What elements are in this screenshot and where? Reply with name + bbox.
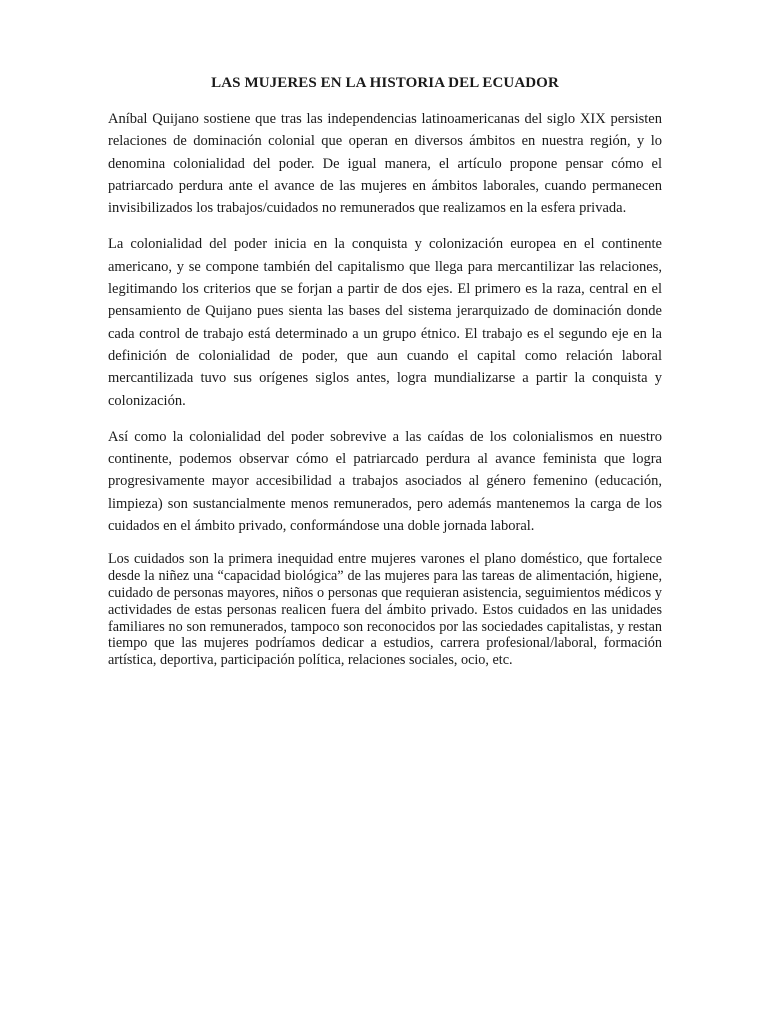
paragraph-1: Aníbal Quijano sostiene que tras las independencias latinoamericanas del siglo XIX persisten relaciones de dominación colonial que operan en diversos ámbitos en nuestra región, y lo denomina colonialidad del poder. De igual manera, el artículo propone pensar cómo el patriarcado perdura ante el avance de las mujeres en ámbitos laborales, cuando permanecen invisibilizados los trabajos/cuidados no remunerados que realizamos en la esfera privada. bbox=[108, 111, 662, 217]
document-title: LAS MUJERES EN LA HISTORIA DEL ECUADOR bbox=[211, 75, 559, 91]
paragraph-2: La colonialidad del poder inicia en la conquista y colonización europea en el continente americano, y se compone también del capitalismo que llega para mercantilizar las relaciones, legitimando los criterios que se forjan a partir de dos ejes. El primero es la raza, central en el pensamiento de Quijano pues sienta las bases del sistema jerarquizado de dominación donde cada control de trabajo está determinado a un grupo étnico. El trabajo es el segundo eje en la definición de colonialidad de poder, que aun cuando el capital como relación laboral mercantilizada tuvo sus orígenes siglos antes, logra mundializarse a partir la conquista y colonización. bbox=[108, 236, 662, 409]
paragraph-3: Así como la colonialidad del poder sobrevive a las caídas de los colonialismos en nuestro continente, podemos observar cómo el patriarcado perdura al avance feminista que logra progresivamente mayor accesibilidad a trabajos asociados al género femenino (educación, limpieza) son sustancialmente menos remunerados, pero además mantenemos la carga de los cuidados en el ámbito privado, conformándose una doble jornada laboral. bbox=[108, 428, 662, 535]
paragraph-4: Los cuidados son la primera inequidad entre mujeres varones el plano doméstico, que fortalece desde la niñez una “capacidad biológica” de las mujeres para las tareas de alimentación, higiene, cuidado de personas mayores, niños o personas que requieran asistencia, seguimientos médicos y actividades de estas personas realicen fuera del ámbito privado. Estos cuidados en las unidades familiares no son remunerados, tampoco son reconocidos por las sociedades capitalistas, y restan tiempo que las mujeres podríamos dedicar a estudios, carrera profesional/laboral, formación artística, deportiva, participación política, relaciones sociales, ocio, etc. bbox=[108, 551, 662, 669]
